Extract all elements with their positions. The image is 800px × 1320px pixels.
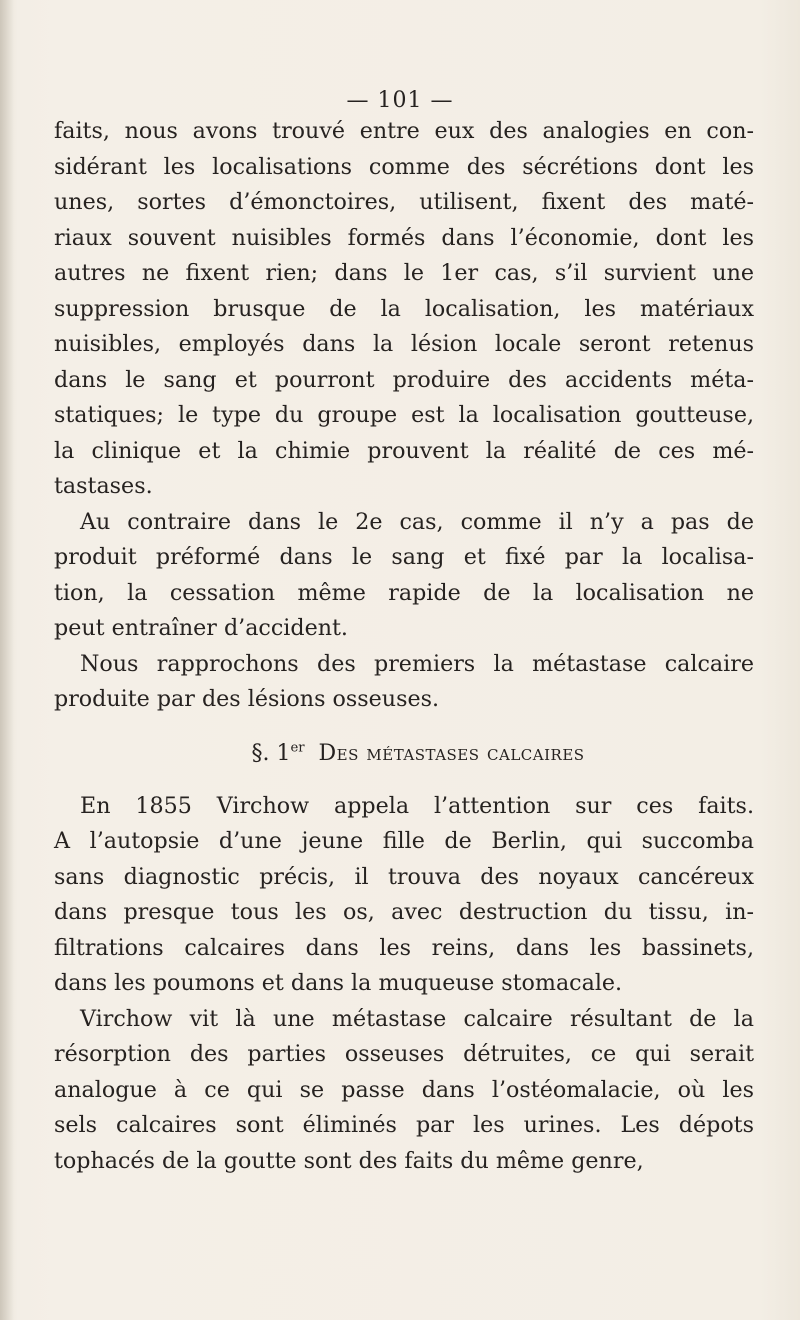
section-heading <box>54 718 754 789</box>
section-number-suffix: er <box>290 740 305 756</box>
text-line: filtrations calcaires dans les reins, dans les bassinets, <box>54 934 754 961</box>
text-line: tophacés de la goutte sont des faits du même genre, <box>54 1147 644 1174</box>
text-line: sels calcaires sont éliminés par les urines. Les dépots <box>54 1112 754 1138</box>
section-title: Des métastases calcaires <box>318 740 585 766</box>
section-number: §. 1 <box>251 740 291 766</box>
text-line: sidérant les localisations comme des sécrétions dont les <box>54 153 754 180</box>
text-line: produite par des lésions osseuses. <box>54 686 440 712</box>
text-line: tion, la cessation même rapide de la localisation ne <box>54 579 754 606</box>
page-gutter-shadow <box>0 0 14 1320</box>
text-line: dans le sang et pourront produire des accidents méta- <box>54 366 754 393</box>
text-line: statiques; le type du groupe est la localisation goutteuse, <box>54 402 754 428</box>
text-line: faits, nous avons trouvé entre eux des analogies en con- <box>54 118 754 144</box>
text-line: Virchow vit là une métastase calcaire résultant de la <box>80 1005 754 1032</box>
text-line: sans diagnostic précis, il trouva des noyaux cancéreux <box>54 863 754 890</box>
text-line: Au contraire dans le 2e cas, comme il n’y a pas de <box>80 508 754 535</box>
text-line: A l’autopsie d’une jeune fille de Berlin, qui succomba <box>54 828 754 854</box>
text-line: dans les poumons et dans la muqueuse stomacale. <box>54 970 623 996</box>
text-line: tastases. <box>54 473 153 499</box>
text-line: peut entraîner d’accident. <box>54 615 348 641</box>
text-line: dans presque tous les os, avec destruction du tissu, in- <box>54 899 754 925</box>
text-line: suppression brusque de la localisation, les matériaux <box>54 295 754 322</box>
text-line: autres ne fixent rien; dans le 1er cas, s’il survient une <box>54 260 754 286</box>
text-line: résorption des parties osseuses détruites, ce qui serait <box>54 1041 754 1067</box>
text-line: nuisibles, employés dans la lésion locale seront retenus <box>54 331 754 357</box>
body-text <box>54 114 754 1179</box>
text-line: Nous rapprochons des premiers la métastase calcaire <box>80 650 754 677</box>
text-line: En 1855 Virchow appela l’attention sur ces faits. <box>80 792 754 819</box>
text-line: produit préformé dans le sang et fixé par la localisa- <box>54 544 754 570</box>
text-line: la clinique et la chimie prouvent la réalité de ces mé- <box>54 437 754 464</box>
text-line: riaux souvent nuisibles formés dans l’économie, dont les <box>54 224 754 251</box>
text-line: unes, sortes d’émonctoires, utilisent, fixent des maté- <box>54 189 754 215</box>
page-number: — 101 — <box>346 88 454 113</box>
text-line: analogue à ce qui se passe dans l’ostéomalacie, où les <box>54 1076 754 1103</box>
